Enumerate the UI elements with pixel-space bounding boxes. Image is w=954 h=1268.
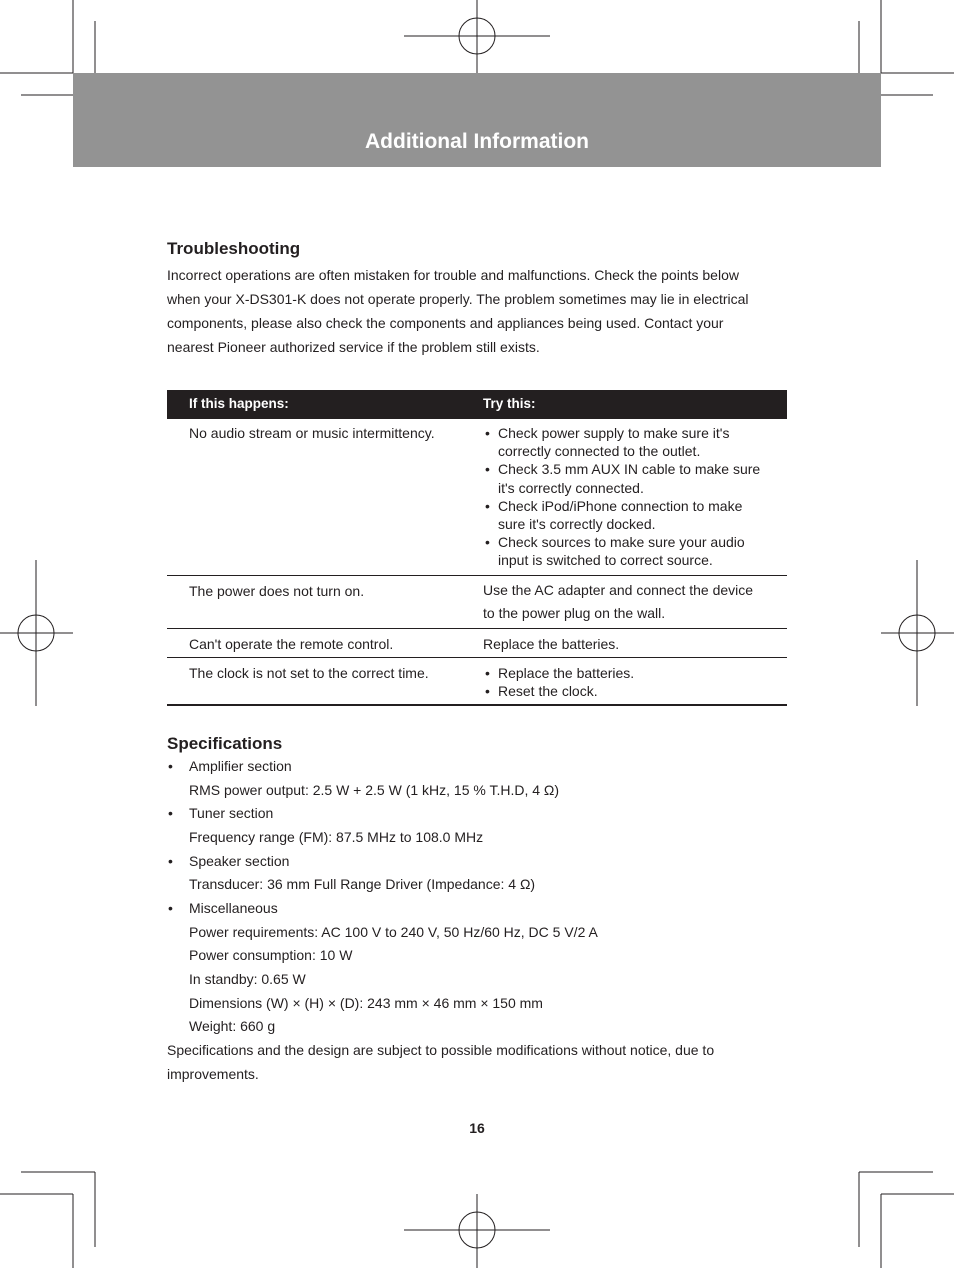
troubleshooting-table	[167, 390, 787, 706]
solution-cell: Replace the batteries.	[483, 636, 620, 652]
column-header-problem: If this happens:	[189, 396, 289, 411]
table-row	[167, 419, 787, 576]
solution-item: • Check sources to make sure your audio input is switched to correct source.	[483, 533, 783, 569]
spec-item: In standby: 0.65 W	[189, 971, 306, 987]
solution-item: • Replace the batteries.	[483, 664, 783, 682]
solution-line: to the power plug on the wall.	[483, 605, 666, 621]
solution-list	[483, 424, 783, 570]
page-number: 16	[469, 1120, 485, 1136]
spec-item: RMS power output: 2.5 W + 2.5 W (1 kHz, 15 % T.H.D, 4 Ω)	[189, 782, 560, 798]
column-header-solution: Try this:	[483, 396, 536, 411]
bullet: •	[168, 758, 173, 774]
spec-item: Transducer: 36 mm Full Range Driver (Impedance: 4 Ω)	[189, 876, 536, 892]
solution-cell	[483, 579, 783, 625]
troubleshooting-heading: Troubleshooting	[167, 239, 301, 258]
intro-line: Incorrect operations are often mistaken for trouble and malfunctions. Check the points below	[167, 267, 739, 283]
spec-item: Power consumption: 10 W	[189, 947, 353, 963]
spec-item: Weight: 660 g	[189, 1018, 276, 1034]
spec-item: Power requirements: AC 100 V to 240 V, 50 Hz/60 Hz, DC 5 V/2 A	[189, 924, 598, 940]
solution-item: • Check iPod/iPhone connection to make sure it's correctly docked.	[483, 497, 783, 533]
spec-category: Speaker section	[189, 853, 290, 869]
intro-line: when your X-DS301-K does not operate properly. The problem sometimes may lie in electrical	[167, 291, 749, 307]
table-row	[167, 658, 787, 706]
spec-item: Frequency range (FM): 87.5 MHz to 108.0 MHz	[189, 829, 484, 845]
spec-category: Miscellaneous	[189, 900, 278, 916]
solution-list	[483, 664, 783, 700]
troubleshooting-intro	[167, 263, 797, 359]
bullet: •	[168, 853, 173, 869]
bullet: •	[168, 805, 173, 821]
solution-item: • Reset the clock.	[483, 682, 783, 700]
specifications-heading: Specifications	[167, 734, 283, 753]
spec-category: Tuner section	[189, 805, 274, 821]
problem-cell: The power does not turn on.	[189, 583, 365, 599]
solution-line: Use the AC adapter and connect the device	[483, 582, 754, 598]
spec-footer-line: improvements.	[167, 1066, 259, 1082]
spec-item: Dimensions (W) × (H) × (D): 243 mm × 46 mm × 150 mm	[189, 995, 543, 1011]
table-row	[167, 629, 787, 658]
header-band	[73, 73, 881, 167]
page-title: Additional Information	[365, 130, 589, 153]
spec-category: Amplifier section	[189, 758, 292, 774]
solution-item: • Check 3.5 mm AUX IN cable to make sure it's correctly connected.	[483, 460, 783, 496]
problem-cell: The clock is not set to the correct time.	[189, 665, 429, 681]
solution-item: • Check power supply to make sure it's correctly connected to the outlet.	[483, 424, 783, 460]
table-row	[167, 576, 787, 629]
spec-footer-line: Specifications and the design are subject to possible modifications without notice, due to	[167, 1042, 715, 1058]
intro-line: components, please also check the components and appliances being used. Contact your	[167, 315, 724, 331]
problem-cell: No audio stream or music intermittency.	[189, 425, 435, 441]
bullet: •	[168, 900, 173, 916]
problem-cell: Can't operate the remote control.	[189, 636, 394, 652]
table-header	[167, 390, 787, 419]
intro-line: nearest Pioneer authorized service if the problem still exists.	[167, 339, 540, 355]
